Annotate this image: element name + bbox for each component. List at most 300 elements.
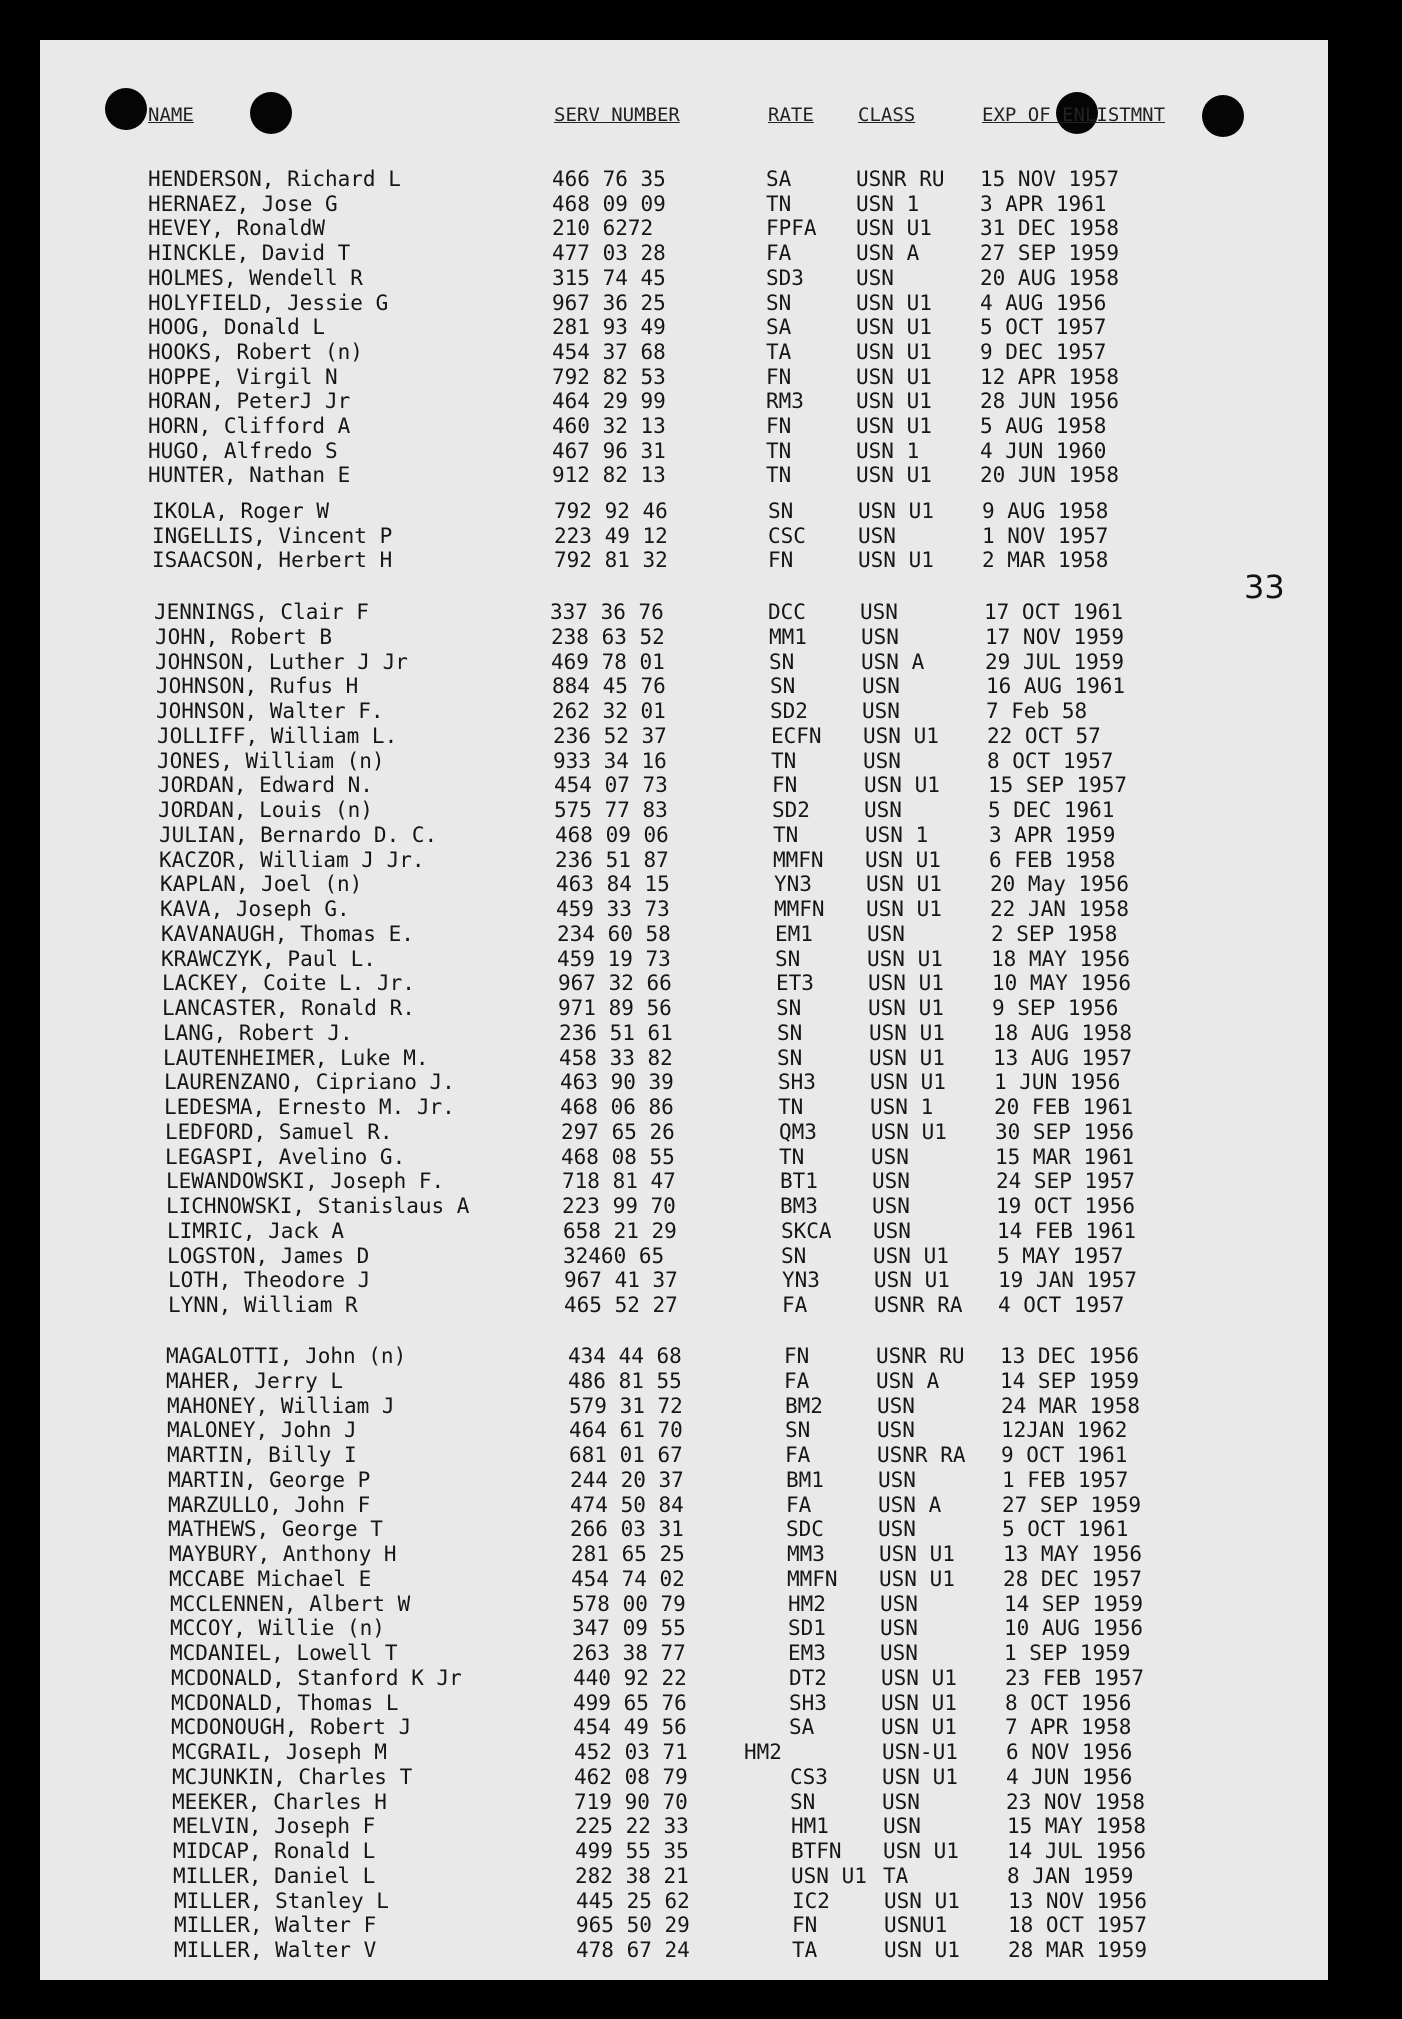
class-cell: USN [883, 1814, 921, 1839]
class-cell: USN U1 [874, 1268, 950, 1293]
name-cell: IKOLA, Roger W [152, 499, 330, 523]
table-row [40, 1120, 1328, 1144]
class-cell: USN U1 [867, 946, 943, 971]
exp-date-cell: 3 APR 1961 [980, 191, 1107, 216]
class-cell: USN [867, 921, 905, 946]
class-cell: USN [862, 699, 900, 723]
serv-number-cell: 236 52 37 [553, 723, 667, 748]
table-row [40, 1616, 1328, 1640]
serv-number-cell: 933 34 16 [553, 748, 667, 773]
rate-cell: USN U1 [791, 1863, 867, 1888]
name-cell: HOLMES, Wendell R [148, 265, 363, 290]
class-cell: USN [882, 1789, 920, 1814]
name-cell: LACKEY, Coite L. Jr. [162, 971, 415, 996]
class-cell: USN [864, 798, 902, 822]
rate-cell: SA [789, 1715, 815, 1740]
table-row [40, 315, 1328, 339]
rate-cell: TN [766, 463, 792, 488]
table-row [40, 996, 1328, 1020]
exp-date-cell: 9 AUG 1958 [982, 499, 1109, 523]
rate-cell: TN [771, 748, 797, 773]
exp-date-cell: 4 OCT 1957 [998, 1293, 1125, 1317]
class-cell: USN U1 [865, 847, 941, 872]
rate-cell: DT2 [789, 1665, 827, 1690]
table-row [40, 1194, 1328, 1218]
name-cell: JORDAN, Louis (n) [158, 798, 373, 822]
rate-cell: SN [785, 1418, 811, 1443]
table-row [40, 1913, 1328, 1937]
exp-date-cell: 2 MAR 1958 [982, 548, 1109, 573]
table-row [40, 1567, 1328, 1591]
rate-cell: MM3 [787, 1542, 825, 1566]
exp-date-cell: 31 DEC 1958 [980, 216, 1120, 241]
rate-cell: SDC [786, 1517, 824, 1542]
exp-date-cell: 19 OCT 1956 [996, 1194, 1136, 1218]
name-cell: MAHER, Jerry L [166, 1368, 344, 1393]
table-row [40, 1418, 1328, 1442]
exp-date-cell: 7 APR 1958 [1005, 1715, 1132, 1740]
rate-cell: TN [773, 822, 799, 847]
serv-number-cell: 967 41 37 [564, 1268, 678, 1293]
name-cell: HINCKLE, David T [148, 241, 351, 266]
rate-cell: SD2 [770, 699, 808, 723]
header-name: NAME [148, 104, 194, 126]
exp-date-cell: 5 DEC 1961 [988, 798, 1115, 822]
table-row [40, 365, 1328, 389]
name-cell: KACZOR, William J Jr. [159, 847, 425, 872]
serv-number-cell: 465 52 27 [564, 1293, 678, 1317]
rate-cell: TA [766, 339, 792, 364]
name-cell: MCGRAIL, Joseph M [172, 1740, 387, 1764]
exp-date-cell: 20 AUG 1958 [980, 265, 1120, 290]
rate-cell: MMFN [774, 897, 825, 921]
class-cell: USN A [861, 649, 925, 674]
rate-cell: SN [776, 996, 802, 1020]
exp-date-cell: 10 MAY 1956 [992, 971, 1132, 996]
rate-cell: FA [766, 241, 792, 266]
serv-number-cell: 718 81 47 [562, 1169, 676, 1194]
header-serv-number: SERV NUMBER [554, 104, 680, 126]
serv-number-cell: 454 37 68 [552, 339, 666, 364]
rate-cell: SN [769, 649, 795, 674]
name-cell: LEDESMA, Ernesto M. Jr. [164, 1095, 455, 1119]
class-cell: USNR RU [856, 167, 945, 191]
name-cell: MILLER, Stanley L [174, 1888, 389, 1913]
serv-number-cell: 281 93 49 [552, 315, 666, 340]
table-row [40, 922, 1328, 946]
exp-date-cell: 12 APR 1958 [980, 364, 1120, 389]
table-row [40, 1169, 1328, 1193]
rate-cell: TN [766, 438, 792, 463]
exp-date-cell: 20 May 1956 [990, 872, 1130, 897]
serv-number-cell: 234 60 58 [557, 921, 671, 946]
serv-number-cell: 792 81 32 [554, 548, 668, 573]
serv-number-cell: 467 96 31 [552, 438, 666, 463]
name-cell: HENDERSON, Richard L [148, 167, 401, 191]
class-cell: USN [873, 1218, 911, 1243]
rate-cell: IC2 [792, 1888, 830, 1913]
class-cell: USN U1 [856, 463, 932, 488]
table-row [40, 1765, 1328, 1789]
table-row [40, 823, 1328, 847]
serv-number-cell: 223 99 70 [562, 1194, 676, 1218]
rate-cell: FA [786, 1492, 812, 1517]
serv-number-cell: 486 81 55 [568, 1368, 682, 1393]
name-cell: JOHNSON, Walter F. [156, 699, 384, 723]
table-row [40, 167, 1328, 191]
name-cell: LOTH, Theodore J [168, 1268, 371, 1293]
serv-number-cell: 454 49 56 [573, 1715, 687, 1740]
name-cell: INGELLIS, Vincent P [152, 523, 393, 548]
rate-cell: DCC [768, 600, 806, 624]
table-row [40, 1864, 1328, 1888]
serv-number-cell: 579 31 72 [569, 1393, 683, 1418]
name-cell: MARTIN, Billy I [167, 1443, 357, 1467]
exp-date-cell: 1 JUN 1956 [994, 1070, 1121, 1095]
name-cell: KAVANAUGH, Thomas E. [161, 921, 414, 946]
class-cell: USN U1 [856, 389, 932, 414]
exp-date-cell: 15 SEP 1957 [988, 773, 1128, 798]
class-cell: USN U1 [882, 1764, 958, 1789]
serv-number-cell: 236 51 87 [555, 847, 669, 872]
table-row [40, 749, 1328, 773]
class-cell: USN A [856, 241, 920, 266]
exp-date-cell: 5 OCT 1961 [1002, 1517, 1129, 1542]
class-cell: USN [880, 1616, 918, 1641]
serv-number-cell: 238 63 52 [551, 624, 665, 649]
rate-cell: BM2 [785, 1393, 823, 1418]
serv-number-cell: 263 38 77 [572, 1641, 686, 1665]
exp-date-cell: 17 NOV 1959 [985, 624, 1125, 649]
serv-number-cell: 223 49 12 [554, 523, 668, 548]
rate-cell: SD1 [788, 1616, 826, 1641]
rate-cell: HM2 [744, 1740, 782, 1764]
name-cell: MILLER, Walter F [174, 1913, 377, 1938]
name-cell: MCCABE Michael E [169, 1566, 372, 1591]
serv-number-cell: 459 33 73 [556, 897, 670, 921]
class-cell: USN 1 [870, 1095, 934, 1119]
name-cell: MCCOY, Willie (n) [170, 1616, 385, 1641]
class-cell: USN U1 [869, 1045, 945, 1070]
exp-date-cell: 10 AUG 1956 [1004, 1616, 1144, 1641]
rate-cell: CS3 [790, 1764, 828, 1789]
rate-cell: FA [782, 1293, 808, 1317]
table-row [40, 699, 1328, 723]
exp-date-cell: 28 MAR 1959 [1008, 1938, 1148, 1962]
exp-date-cell: 16 AUG 1961 [986, 674, 1126, 699]
table-row [40, 216, 1328, 240]
table-row [40, 548, 1328, 572]
name-cell: MATHEWS, George T [168, 1517, 383, 1542]
table-row [40, 1715, 1328, 1739]
table-row [40, 266, 1328, 290]
serv-number-cell: 468 09 09 [552, 191, 666, 216]
name-cell: MIDCAP, Ronald L [173, 1839, 376, 1863]
name-cell: MALONEY, John J [167, 1418, 357, 1443]
table-row [40, 848, 1328, 872]
roster-list [40, 40, 1328, 1980]
rate-cell: BM3 [780, 1194, 818, 1218]
rate-cell: RM3 [766, 389, 804, 414]
exp-date-cell: 4 AUG 1956 [980, 290, 1107, 315]
name-cell: LAUTENHEIMER, Luke M. [163, 1045, 429, 1070]
exp-date-cell: 18 OCT 1957 [1008, 1913, 1148, 1938]
rate-cell: EM3 [788, 1641, 826, 1665]
class-cell: USN U1 [856, 290, 932, 315]
exp-date-cell: 6 FEB 1958 [989, 847, 1116, 872]
table-row [40, 499, 1328, 523]
rate-cell: SN [781, 1243, 807, 1268]
name-cell: LANCASTER, Ronald R. [162, 996, 415, 1020]
class-cell: USN A [876, 1368, 940, 1393]
name-cell: HOOG, Donald L [148, 315, 326, 340]
serv-number-cell: 468 06 86 [560, 1095, 674, 1119]
name-cell: JOLLIFF, William L. [157, 723, 398, 748]
class-cell: USN A [878, 1492, 942, 1517]
class-cell: USN U1 [868, 996, 944, 1020]
class-cell: USN [858, 523, 896, 548]
table-row [40, 1790, 1328, 1814]
name-cell: MAYBURY, Anthony H [169, 1542, 397, 1566]
name-cell: MARZULLO, John F [168, 1492, 371, 1517]
exp-date-cell: 1 NOV 1957 [982, 523, 1109, 548]
exp-date-cell: 8 JAN 1959 [1007, 1863, 1134, 1888]
table-row [40, 1889, 1328, 1913]
class-cell: USN [863, 748, 901, 773]
rate-cell: SN [768, 499, 794, 523]
name-cell: KAVA, Joseph G. [160, 897, 350, 921]
name-cell: LAURENZANO, Cipriano J. [164, 1070, 455, 1095]
name-cell: LICHNOWSKI, Stanislaus A [166, 1194, 470, 1218]
name-cell: MILLER, Walter V [174, 1938, 377, 1962]
serv-number-cell: 454 74 02 [571, 1566, 685, 1591]
rate-cell: SN [777, 1020, 803, 1045]
table-row [40, 1740, 1328, 1764]
class-cell: USN U1 [856, 216, 932, 241]
name-cell: MCJUNKIN, Charles T [172, 1764, 413, 1789]
name-cell: JORDAN, Edward N. [158, 773, 373, 798]
table-row [40, 1046, 1328, 1070]
rate-cell: HM1 [791, 1814, 829, 1839]
table-row [40, 389, 1328, 413]
class-cell: USN U1 [879, 1542, 955, 1566]
serv-number-cell: 464 61 70 [569, 1418, 683, 1443]
class-cell: USN [871, 1144, 909, 1169]
serv-number-cell: 454 07 73 [554, 773, 668, 798]
rate-cell: TN [766, 191, 792, 216]
table-row [40, 524, 1328, 548]
table-row [40, 773, 1328, 797]
serv-number-cell: 658 21 29 [563, 1218, 677, 1243]
rate-cell: SN [790, 1789, 816, 1814]
class-cell: USN 1 [856, 191, 920, 216]
rate-cell: SKCA [781, 1218, 832, 1243]
table-row [40, 1938, 1328, 1962]
name-cell: JONES, William (n) [157, 748, 385, 773]
class-cell: USN U1 [863, 723, 939, 748]
table-row [40, 1443, 1328, 1467]
name-cell: HOPPE, Virgil N [148, 364, 338, 389]
exp-date-cell: 28 DEC 1957 [1003, 1566, 1143, 1591]
exp-date-cell: 15 MAR 1961 [995, 1144, 1135, 1169]
exp-date-cell: 1 FEB 1957 [1002, 1467, 1129, 1492]
class-cell: USN U1 [881, 1665, 957, 1690]
class-cell: USN U1 [881, 1690, 957, 1715]
table-row [40, 414, 1328, 438]
name-cell: LEDFORD, Samuel R. [165, 1119, 393, 1144]
serv-number-cell: 971 89 56 [558, 996, 672, 1020]
exp-date-cell: 9 OCT 1961 [1001, 1443, 1128, 1467]
rate-cell: FA [785, 1443, 811, 1467]
name-cell: LIMRIC, Jack A [167, 1218, 345, 1243]
rate-cell: HM2 [788, 1591, 826, 1616]
table-row [40, 600, 1328, 624]
serv-number-cell: 440 92 22 [573, 1665, 687, 1690]
class-cell: USN U1 [866, 872, 942, 897]
rate-cell: FN [772, 773, 798, 798]
exp-date-cell: 28 JUN 1956 [980, 389, 1120, 414]
name-cell: LANG, Robert J. [163, 1020, 353, 1045]
name-cell: MCDONOUGH, Robert J [171, 1715, 412, 1740]
table-row [40, 439, 1328, 463]
name-cell: JULIAN, Bernardo D. C. [159, 822, 438, 847]
rate-cell: SD2 [772, 798, 810, 822]
rate-cell: QM3 [779, 1119, 817, 1144]
name-cell: HUNTER, Nathan E [148, 463, 351, 488]
table-row [40, 1839, 1328, 1863]
serv-number-cell: 575 77 83 [554, 798, 668, 822]
rate-cell: TA [792, 1938, 818, 1962]
name-cell: MAGALOTTI, John (n) [166, 1344, 407, 1368]
exp-date-cell: 14 SEP 1959 [1004, 1591, 1144, 1616]
name-cell: MCDONALD, Stanford K Jr [171, 1665, 462, 1690]
table-row [40, 625, 1328, 649]
serv-number-cell: 463 90 39 [560, 1070, 674, 1095]
rate-cell: FN [766, 414, 792, 438]
exp-date-cell: 4 JUN 1960 [980, 438, 1107, 463]
serv-number-cell: 469 78 01 [551, 649, 665, 674]
exp-date-cell: 23 FEB 1957 [1005, 1665, 1145, 1690]
name-cell: LYNN, William R [168, 1293, 358, 1317]
rate-cell: MMFN [787, 1566, 838, 1591]
page-number: 33 [1244, 568, 1285, 606]
rate-cell: FPFA [766, 216, 817, 241]
name-cell: KAPLAN, Joel (n) [160, 872, 363, 897]
exp-date-cell: 20 FEB 1961 [994, 1095, 1134, 1119]
table-row [40, 1592, 1328, 1616]
rate-cell: SN [775, 946, 801, 971]
rate-cell: FA [784, 1368, 810, 1393]
class-cell: USN [872, 1194, 910, 1218]
rate-cell: FN [784, 1344, 810, 1368]
class-cell: USN U1 [858, 499, 934, 523]
exp-date-cell: 8 OCT 1957 [987, 748, 1114, 773]
serv-number-cell: 347 09 55 [572, 1616, 686, 1641]
class-cell: USN U1 [871, 1119, 947, 1144]
class-cell: USNR RA [874, 1293, 963, 1317]
exp-date-cell: 14 JUL 1956 [1007, 1839, 1147, 1863]
class-cell: USN U1 [856, 339, 932, 364]
serv-number-cell: 578 00 79 [572, 1591, 686, 1616]
table-row [40, 463, 1328, 487]
name-cell: HORN, Clifford A [148, 414, 351, 438]
serv-number-cell: 282 38 21 [575, 1863, 689, 1888]
class-cell: USN U1 [856, 364, 932, 389]
exp-date-cell: 5 MAY 1957 [997, 1243, 1124, 1268]
exp-date-cell: 6 NOV 1956 [1006, 1740, 1133, 1764]
rate-cell: SA [766, 315, 792, 340]
rate-cell: MM1 [769, 624, 807, 649]
name-cell: MILLER, Daniel L [173, 1863, 376, 1888]
name-cell: KRAWCZYK, Paul L. [161, 946, 376, 971]
exp-date-cell: 14 SEP 1959 [1000, 1368, 1140, 1393]
class-cell: USN [856, 265, 894, 290]
rate-cell: BM1 [786, 1467, 824, 1492]
exp-date-cell: 18 MAY 1956 [991, 946, 1131, 971]
rate-cell: SN [766, 290, 792, 315]
rate-cell: MMFN [773, 847, 824, 872]
exp-date-cell: 19 JAN 1957 [998, 1268, 1138, 1293]
name-cell: HOOKS, Robert (n) [148, 339, 363, 364]
exp-date-cell: 22 OCT 57 [987, 723, 1101, 748]
class-cell: USN U1 [870, 1070, 946, 1095]
class-cell: USN U1 [856, 414, 932, 438]
table-row [40, 1641, 1328, 1665]
class-cell: USN-U1 [882, 1740, 958, 1764]
header-class: CLASS [858, 104, 916, 126]
table-row [40, 1493, 1328, 1517]
serv-number-cell: 32460 65 [563, 1243, 665, 1268]
class-cell: USN [880, 1591, 918, 1616]
table-row [40, 872, 1328, 896]
header-rate: RATE [768, 104, 814, 126]
name-cell: JOHN, Robert B [155, 624, 333, 649]
exp-date-cell: 5 OCT 1957 [980, 315, 1107, 340]
exp-date-cell: 14 FEB 1961 [997, 1218, 1137, 1243]
serv-number-cell: 463 84 15 [556, 872, 670, 897]
table-row [40, 724, 1328, 748]
table-row [40, 1394, 1328, 1418]
exp-date-cell: 1 SEP 1959 [1004, 1641, 1131, 1665]
exp-date-cell: 23 NOV 1958 [1006, 1789, 1146, 1814]
class-cell: USN U1 [873, 1243, 949, 1268]
rate-cell: YN3 [782, 1268, 820, 1293]
exp-date-cell: 24 SEP 1957 [996, 1169, 1136, 1194]
name-cell: JOHNSON, Luther J Jr [155, 649, 408, 674]
table-row [40, 1344, 1328, 1368]
serv-number-cell: 474 50 84 [570, 1492, 684, 1517]
rate-cell: SA [766, 167, 792, 191]
rate-cell: SN [770, 674, 796, 699]
exp-date-cell: 29 JUL 1959 [985, 649, 1125, 674]
table-row [40, 1268, 1328, 1292]
exp-date-cell: 3 APR 1959 [989, 822, 1116, 847]
rate-cell: SD3 [766, 265, 804, 290]
class-cell: USN [877, 1393, 915, 1418]
class-cell: USN [880, 1641, 918, 1665]
class-cell: USN U1 [881, 1715, 957, 1740]
class-cell: USN [862, 674, 900, 699]
class-cell: USN U1 [883, 1839, 959, 1863]
serv-number-cell: 499 65 76 [573, 1690, 687, 1715]
serv-number-cell: 297 65 26 [561, 1119, 675, 1144]
serv-number-cell: 315 74 45 [552, 265, 666, 290]
serv-number-cell: 681 01 67 [569, 1443, 683, 1467]
table-row [40, 1468, 1328, 1492]
rate-cell: YN3 [774, 872, 812, 897]
name-cell: LEWANDOWSKI, Joseph F. [166, 1169, 445, 1194]
name-cell: HOLYFIELD, Jessie G [148, 290, 389, 315]
